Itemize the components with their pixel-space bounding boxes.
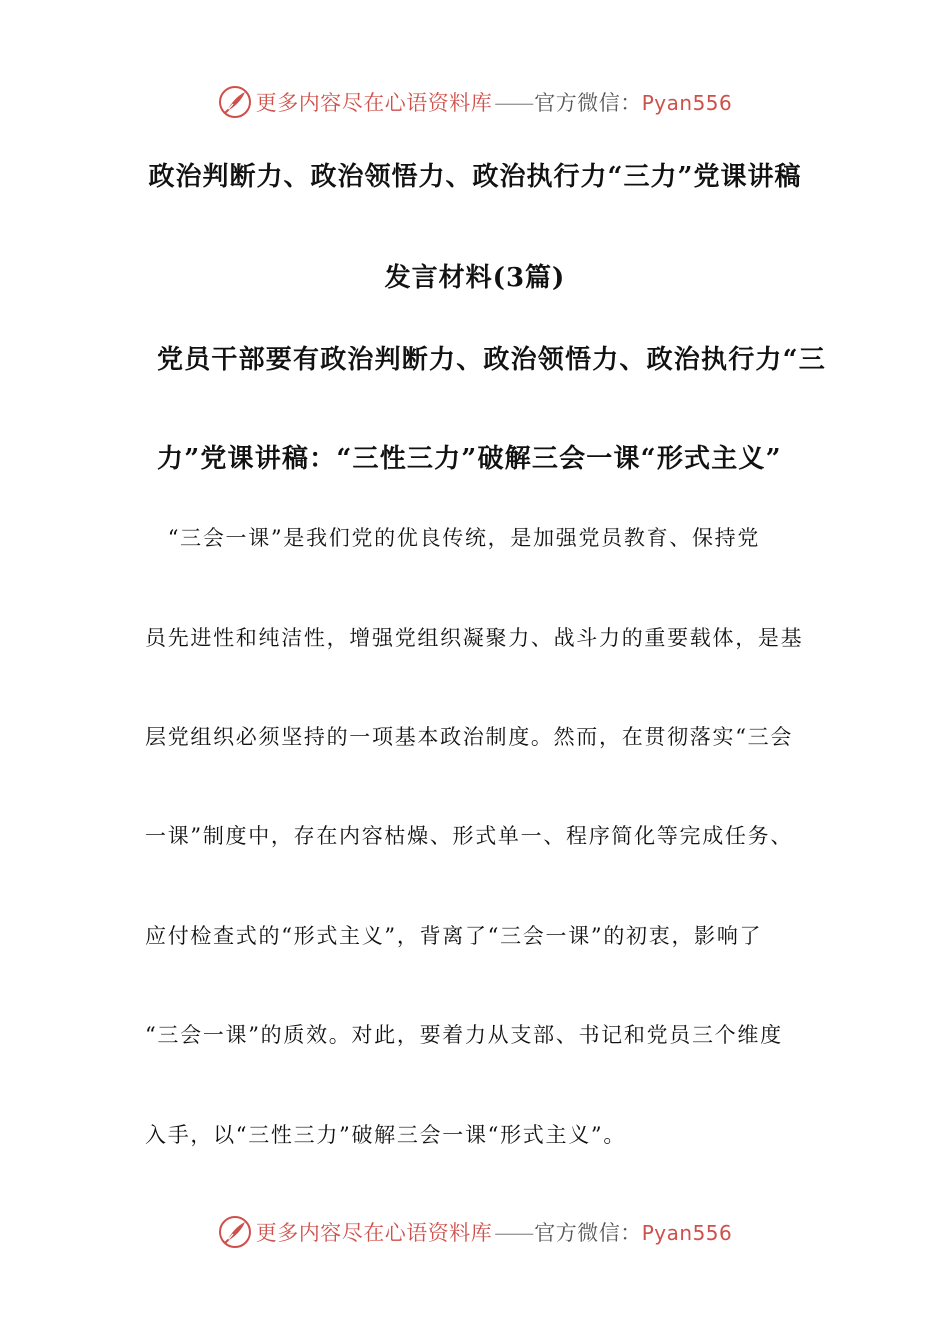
body-line: 一课”制度中，存在内容枯燥、形式单一、程序简化等完成任务、 — [145, 824, 794, 848]
quill-pen-icon — [218, 1215, 252, 1249]
watermark-separator: —— — [494, 1221, 533, 1245]
header-watermark — [0, 82, 950, 122]
watermark-main: 更多内容尽在心语资料库 — [255, 91, 493, 115]
watermark-separator: —— — [494, 91, 533, 115]
watermark-sub: 官方微信： — [534, 1221, 642, 1245]
watermark-sub: 官方微信： — [534, 91, 642, 115]
footer-watermark — [0, 1212, 950, 1252]
watermark-text — [256, 87, 733, 117]
document-title-line-2: 发言材料(3篇) — [384, 263, 566, 293]
document-title-line-1: 政治判断力、政治领悟力、政治执行力“三力”党课讲稿 — [148, 162, 802, 192]
watermark-wechat: Pyan556 — [641, 91, 733, 115]
watermark-text — [256, 1217, 733, 1247]
body-line: 员先进性和纯洁性，增强党组织凝聚力、战斗力的重要载体，是基 — [145, 626, 804, 650]
body-line: 入手，以“三性三力”破解三会一课“形式主义”。 — [145, 1123, 627, 1147]
section-heading-line-2: 力”党课讲稿：“三性三力”破解三会一课“形式主义” — [157, 444, 782, 474]
body-line: 应付检查式的“形式主义”，背离了“三会一课”的初衷，影响了 — [145, 924, 763, 948]
quill-pen-icon — [218, 85, 252, 119]
section-heading-line-1: 党员干部要有政治判断力、政治领悟力、政治执行力“三 — [157, 345, 826, 375]
watermark-wechat: Pyan556 — [641, 1221, 733, 1245]
body-line: “三会一课”是我们党的优良传统，是加强党员教育、保持党 — [145, 526, 761, 550]
body-line: 层党组织必须坚持的一项基本政治制度。然而，在贯彻落实“三会 — [145, 725, 794, 749]
body-line: “三会一课”的质效。对此，要着力从支部、书记和党员三个维度 — [145, 1023, 783, 1047]
watermark-main: 更多内容尽在心语资料库 — [255, 1221, 493, 1245]
